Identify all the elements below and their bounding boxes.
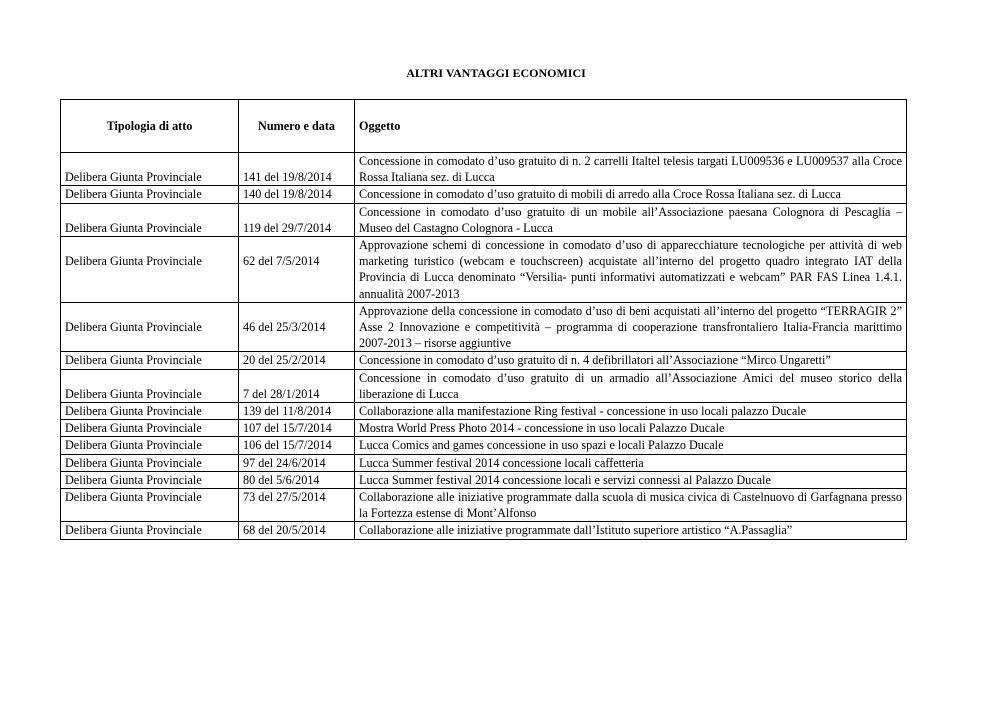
cell-tipologia: Delibera Giunta Provinciale xyxy=(61,403,239,420)
table-row xyxy=(61,153,907,186)
cell-numero: 80 del 5/6/2014 xyxy=(239,471,355,488)
table-row xyxy=(61,369,907,402)
cell-numero: 97 del 24/6/2014 xyxy=(239,454,355,471)
cell-oggetto: Concessione in comodato d’uso gratuito di mobili di arredo alla Croce Rossa Italiana sez. di Lucca xyxy=(355,186,907,203)
table-row xyxy=(61,420,907,437)
cell-tipologia: Delibera Giunta Provinciale xyxy=(61,522,239,539)
cell-oggetto: Concessione in comodato d’uso gratuito di un mobile all’Associazione paesana Colognora di Pescaglia – Museo del Castagno Colognora - Lucca xyxy=(355,203,907,236)
table-row xyxy=(61,403,907,420)
cell-oggetto: Concessione in comodato d’uso gratuito di n. 2 carrelli Italtel telesis targati LU009536 e LU009537 alla Croce Rossa Italiana sez. di Lucca xyxy=(355,153,907,186)
cell-tipologia: Delibera Giunta Provinciale xyxy=(61,186,239,203)
cell-numero: 46 del 25/3/2014 xyxy=(239,302,355,352)
cell-tipologia: Delibera Giunta Provinciale xyxy=(61,454,239,471)
cell-numero: 119 del 29/7/2014 xyxy=(239,203,355,236)
cell-oggetto: Lucca Summer festival 2014 concessione locali caffetteria xyxy=(355,454,907,471)
cell-oggetto: Approvazione schemi di concessione in comodato d’uso di apparecchiature tecnologiche per attività di web marketing turistico (webcam e touchscreen) acquistate all’interno del progetto quadro integrato IAT della Provincia di Lucca denominato “Versilia- punti informativi automatizzati e webcam” PAR FAS Linea 1.4.1. annualità 2007-2013 xyxy=(355,237,907,303)
cell-tipologia: Delibera Giunta Provinciale xyxy=(61,489,239,522)
table-row xyxy=(61,237,907,303)
table-row xyxy=(61,471,907,488)
cell-numero: 139 del 11/8/2014 xyxy=(239,403,355,420)
cell-oggetto: Lucca Comics and games concessione in uso spazi e locali Palazzo Ducale xyxy=(355,437,907,454)
cell-oggetto: Concessione in comodato d’uso gratuito di un armadio all’Associazione Amici del museo storico della liberazione di Lucca xyxy=(355,369,907,402)
cell-tipologia: Delibera Giunta Provinciale xyxy=(61,471,239,488)
cell-numero: 62 del 7/5/2014 xyxy=(239,237,355,303)
cell-tipologia: Delibera Giunta Provinciale xyxy=(61,369,239,402)
cell-tipologia: Delibera Giunta Provinciale xyxy=(61,237,239,303)
acts-table xyxy=(60,99,907,540)
table-header-row xyxy=(61,100,907,153)
cell-numero: 20 del 25/2/2014 xyxy=(239,352,355,369)
table-row xyxy=(61,203,907,236)
cell-numero: 107 del 15/7/2014 xyxy=(239,420,355,437)
cell-tipologia: Delibera Giunta Provinciale xyxy=(61,153,239,186)
cell-oggetto: Mostra World Press Photo 2014 - concessione in uso locali Palazzo Ducale xyxy=(355,420,907,437)
table-row xyxy=(61,489,907,522)
table-row xyxy=(61,437,907,454)
cell-oggetto: Collaborazione alla manifestazione Ring festival - concessione in uso locali palazzo Ducale xyxy=(355,403,907,420)
header-numero: Numero e data xyxy=(239,100,355,153)
cell-oggetto: Collaborazione alle iniziative programmate dalla scuola di musica civica di Castelnuovo di Garfagnana presso la Fortezza estense di Mont’Alfonso xyxy=(355,489,907,522)
cell-tipologia: Delibera Giunta Provinciale xyxy=(61,203,239,236)
table-row xyxy=(61,522,907,539)
cell-oggetto: Collaborazione alle iniziative programmate dall’Istituto superiore artistico “A.Passaglia” xyxy=(355,522,907,539)
cell-numero: 141 del 19/8/2014 xyxy=(239,153,355,186)
document-title: ALTRI VANTAGGI ECONOMICI xyxy=(406,66,586,80)
cell-tipologia: Delibera Giunta Provinciale xyxy=(61,437,239,454)
cell-tipologia: Delibera Giunta Provinciale xyxy=(61,420,239,437)
table-row xyxy=(61,302,907,352)
cell-oggetto: Lucca Summer festival 2014 concessione locali e servizi connessi al Palazzo Ducale xyxy=(355,471,907,488)
cell-numero: 140 del 19/8/2014 xyxy=(239,186,355,203)
cell-numero: 68 del 20/5/2014 xyxy=(239,522,355,539)
cell-tipologia: Delibera Giunta Provinciale xyxy=(61,302,239,352)
cell-numero: 73 del 27/5/2014 xyxy=(239,489,355,522)
header-tipologia: Tipologia di atto xyxy=(61,100,239,153)
header-oggetto: Oggetto xyxy=(355,100,907,153)
cell-tipologia: Delibera Giunta Provinciale xyxy=(61,352,239,369)
cell-numero: 7 del 28/1/2014 xyxy=(239,369,355,402)
cell-oggetto: Concessione in comodato d’uso gratuito di n. 4 defibrillatori all’Associazione “Mirco Ungaretti” xyxy=(355,352,907,369)
table-row xyxy=(61,186,907,203)
table-row xyxy=(61,352,907,369)
cell-numero: 106 del 15/7/2014 xyxy=(239,437,355,454)
cell-oggetto: Approvazione della concessione in comodato d’uso di beni acquistati all’interno del progetto “TERRAGIR 2” Asse 2 Innovazione e competitività – programma di cooperazione transfrontaliero Italia-Francia marittimo 2007-2013 – risorse aggiuntive xyxy=(355,302,907,352)
table-row xyxy=(61,454,907,471)
